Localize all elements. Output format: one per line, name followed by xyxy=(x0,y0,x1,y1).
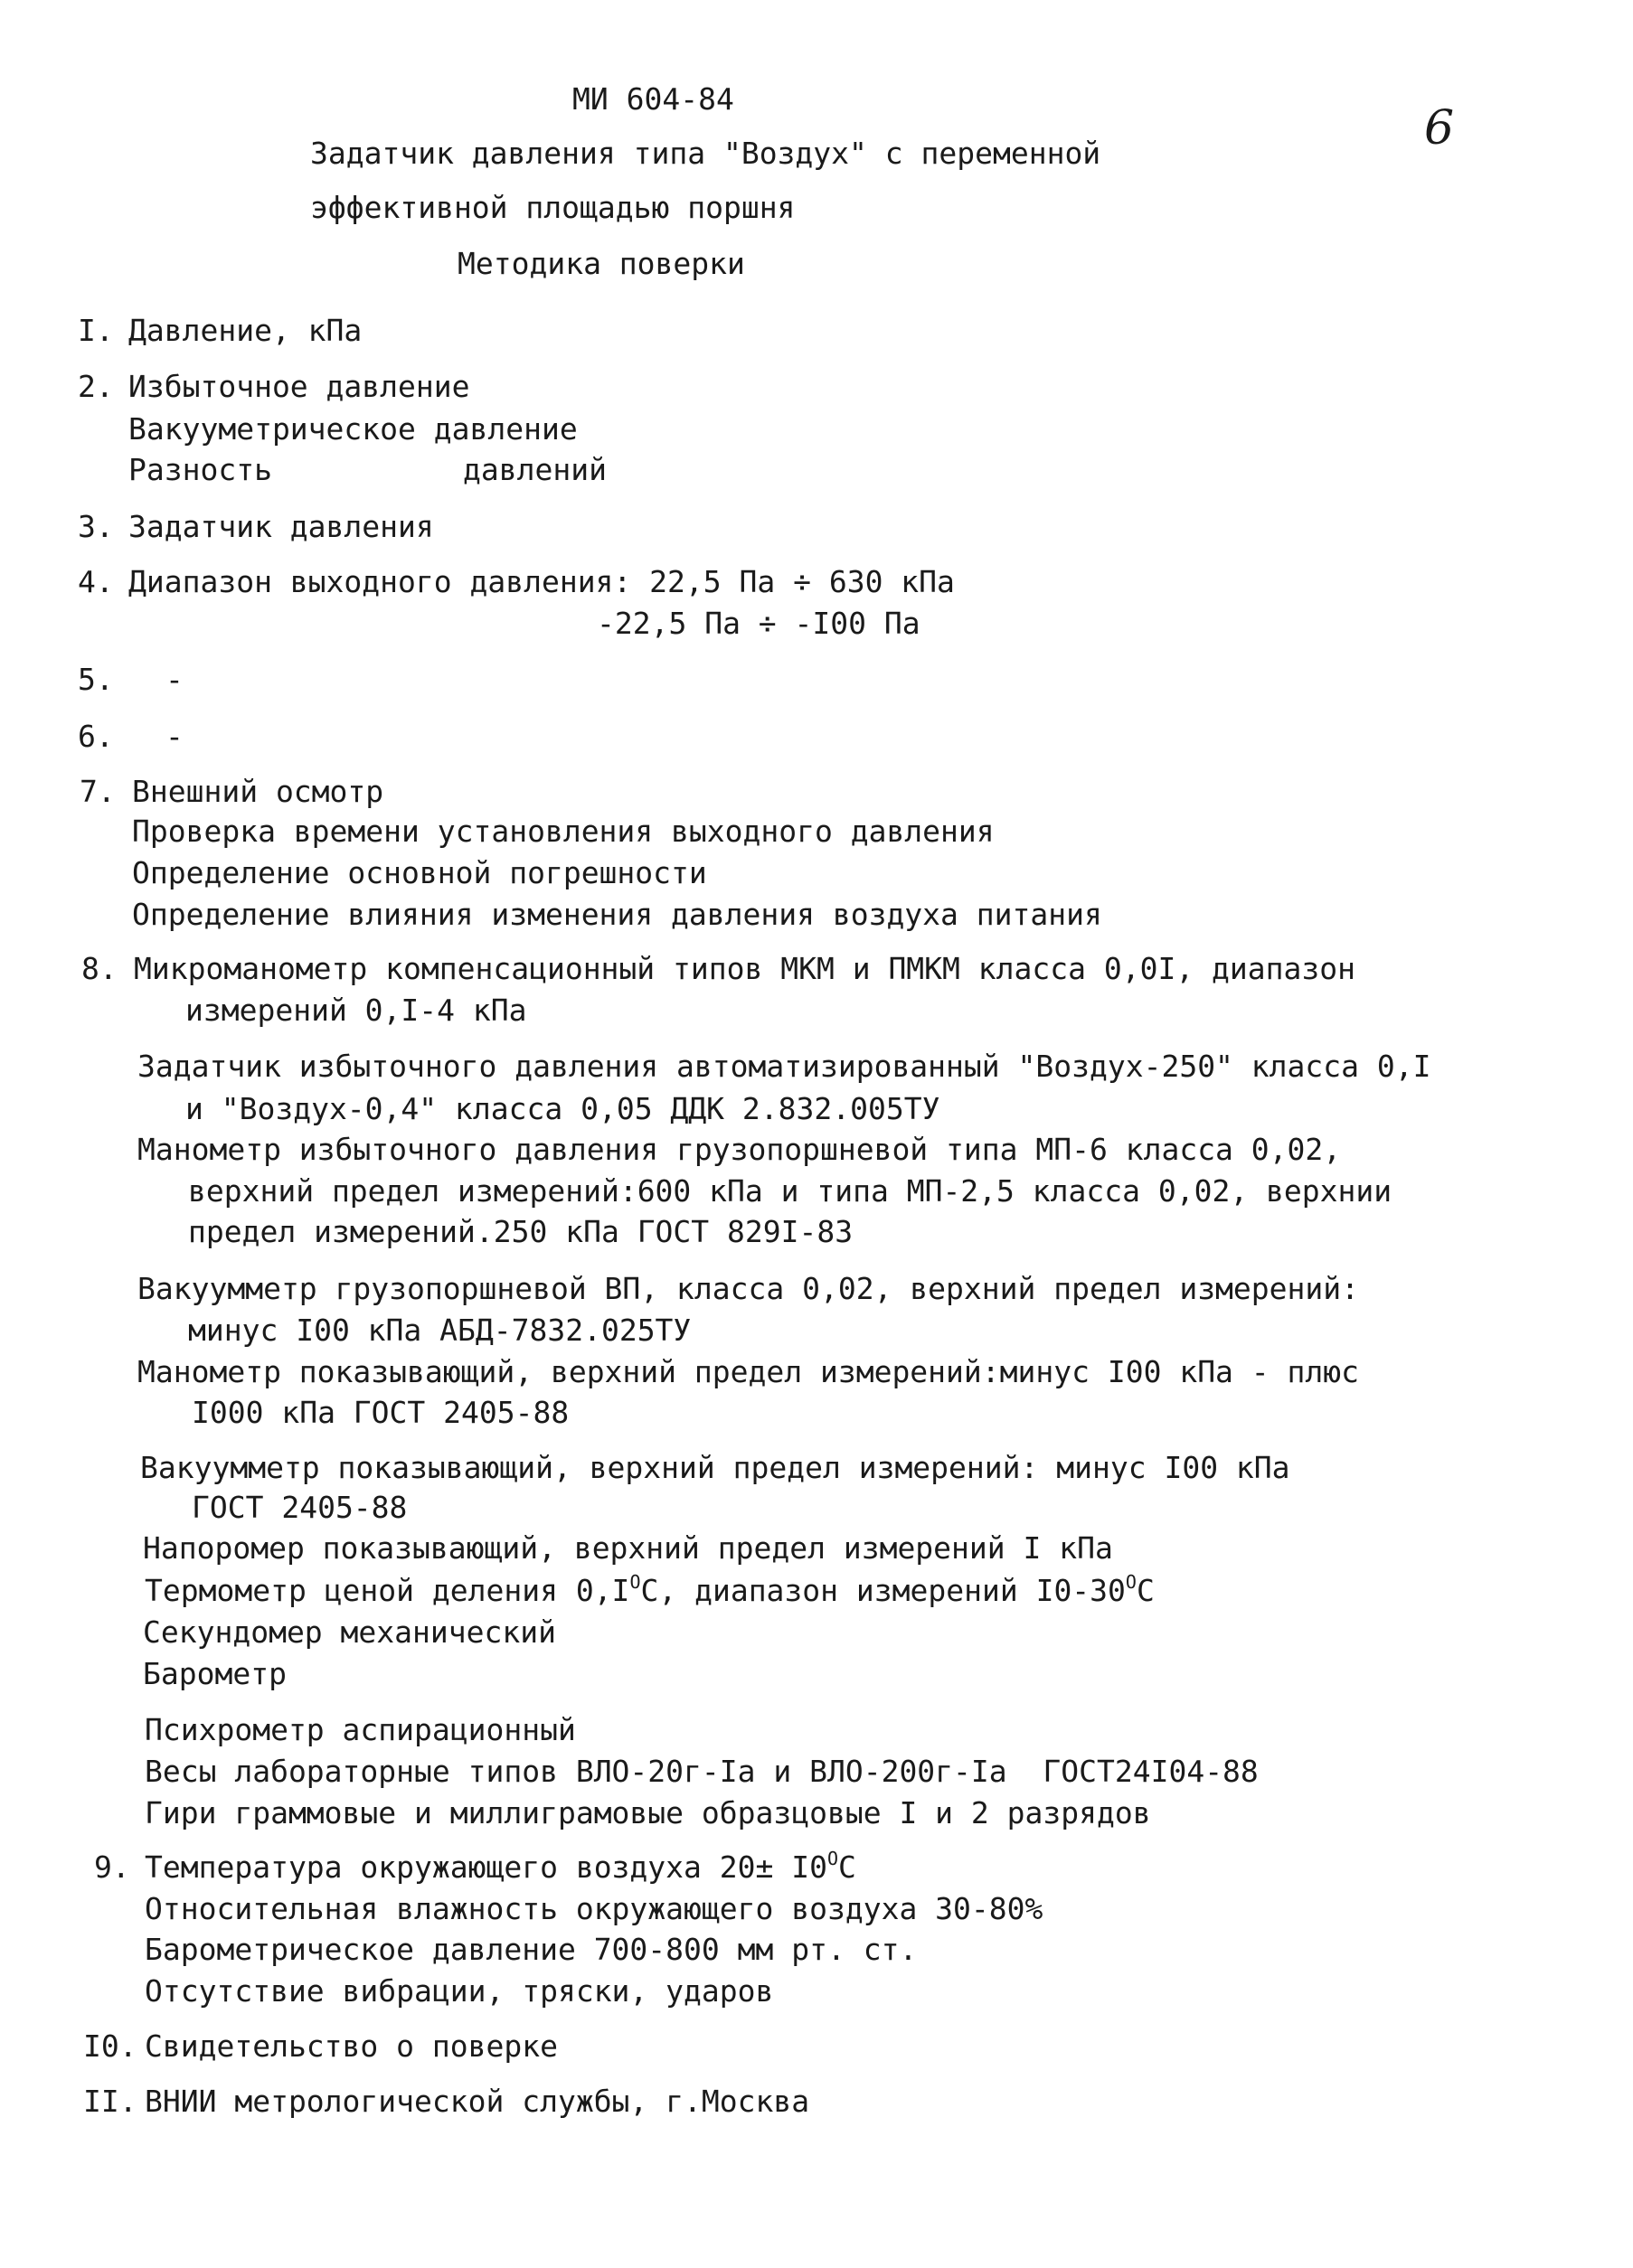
item-8-line-12: Вакуумметр показывающий, верхний предел измерений: минус I00 кПа xyxy=(140,1450,1290,1485)
temperature-text-b: I0 xyxy=(773,1849,827,1885)
item-7-line-2: Проверка времени установления выходного давления xyxy=(132,814,995,849)
item-8-line-8: Вакуумметр грузопоршневой ВП, класса 0,02, верхний предел измерений: xyxy=(137,1271,1360,1306)
item-3-text: Задатчик давления xyxy=(128,509,434,544)
item-4-number: 4. xyxy=(78,564,114,599)
plus-minus-sign: ± xyxy=(755,1849,774,1885)
item-2-line-3b: давлений xyxy=(463,452,607,487)
item-8-line-4: и "Воздух-0,4" класса 0,05 ДДК 2.832.005ТУ xyxy=(185,1091,940,1126)
thermometer-text-a: Термометр ценой деления 0,I xyxy=(145,1573,630,1608)
item-1-text: Давление, кПа xyxy=(128,313,363,348)
document-code: МИ 604-84 xyxy=(572,81,734,117)
temperature-text-a: Температура окружающего воздуха 20 xyxy=(145,1849,756,1885)
title-line-1: Задатчик давления типа "Воздух" с переменной xyxy=(310,136,1101,171)
degree-mark-3: O xyxy=(827,1848,839,1869)
item-8-line-15 xyxy=(145,1573,1155,1609)
item-4-line-2: -22,5 Па ÷ -I00 Па xyxy=(597,606,920,641)
item-10-number: I0. xyxy=(83,2028,137,2064)
title-line-2: эффективной площадью поршня xyxy=(310,190,796,225)
thermometer-text-c: С xyxy=(1136,1573,1155,1608)
item-8-line-5: Манометр избыточного давления грузопоршневой типа МП-6 класса 0,02, xyxy=(137,1132,1342,1167)
item-8-line-16: Секундомер механический xyxy=(143,1614,556,1650)
item-11-text: ВНИИ метрологической службы, г.Москва xyxy=(145,2084,810,2119)
item-2-line-1: Избыточное давление xyxy=(128,369,470,404)
document-subtitle: Методика поверки xyxy=(458,246,745,281)
item-8-line-3: Задатчик избыточного давления автоматизированный "Воздух-250" класса 0,I xyxy=(137,1049,1431,1084)
item-7-line-1: Внешний осмотр xyxy=(132,774,384,809)
item-7-number: 7. xyxy=(80,774,116,809)
item-9-line-3: Барометрическое давление 700-800 мм рт. ст. xyxy=(145,1932,918,1967)
item-9-line-1 xyxy=(145,1849,856,1886)
item-8-line-19: Весы лабораторные типов ВЛО-20г-Iа и ВЛО-200г-Iа ГОСТ24I04-88 xyxy=(145,1754,1259,1789)
item-7-line-4: Определение влияния изменения давления воздуха питания xyxy=(132,897,1102,932)
item-1-number: I. xyxy=(78,313,114,348)
item-6-number: 6. xyxy=(78,719,114,754)
item-8-line-1: Микроманометр компенсационный типов МКМ и ПМКМ класса 0,0I, диапазон xyxy=(134,951,1356,986)
item-5-number: 5. xyxy=(78,662,114,697)
item-6-text: - xyxy=(165,719,184,754)
item-8-line-13: ГОСТ 2405-88 xyxy=(192,1490,408,1525)
item-2-number: 2. xyxy=(78,369,114,404)
item-7-line-3: Определение основной погрешности xyxy=(132,855,707,890)
degree-mark-1: O xyxy=(629,1571,641,1593)
item-8-number: 8. xyxy=(81,951,118,986)
degree-mark-2: O xyxy=(1125,1571,1137,1593)
item-8-line-11: I000 кПа ГОСТ 2405-88 xyxy=(192,1395,570,1430)
item-8-line-10: Манометр показывающий, верхний предел измерений:минус I00 кПа - плюс xyxy=(137,1354,1360,1389)
item-8-line-9: минус I00 кПа АБД-7832.025ТУ xyxy=(188,1313,692,1348)
item-8-line-17: Барометр xyxy=(143,1656,287,1691)
thermometer-text-b: С, диапазон измерений I0-30 xyxy=(640,1573,1126,1608)
item-2-line-3a: Разность xyxy=(128,452,272,487)
temperature-text-c: С xyxy=(838,1849,856,1885)
item-2-line-2: Вакууметрическое давление xyxy=(128,411,578,447)
item-9-line-4: Отсутствие вибрации, тряски, ударов xyxy=(145,1973,774,2009)
page-number: 6 xyxy=(1424,101,1455,155)
item-10-text: Свидетельство о поверке xyxy=(145,2028,558,2064)
item-9-number: 9. xyxy=(94,1849,130,1885)
item-4-line-1: Диапазон выходного давления: 22,5 Па ÷ 630 кПа xyxy=(128,564,955,599)
item-8-line-2: измерений 0,I-4 кПа xyxy=(185,993,527,1028)
item-8-line-18: Психрометр аспирационный xyxy=(145,1712,576,1747)
item-3-number: 3. xyxy=(78,509,114,544)
item-8-line-7: предел измерений.250 кПа ГОСТ 829I-83 xyxy=(188,1214,854,1249)
item-11-number: II. xyxy=(83,2084,137,2119)
item-9-line-2: Относительная влажность окружающего воздуха 30-80% xyxy=(145,1891,1043,1926)
item-8-line-20: Гири граммовые и миллиграмовые образцовые I и 2 разрядов xyxy=(145,1795,1151,1830)
item-5-text: - xyxy=(165,662,184,697)
item-8-line-6: верхний предел измерений:600 кПа и типа МП-2,5 класса 0,02, верхнии xyxy=(188,1173,1392,1209)
item-8-line-14: Напоромер показывающий, верхний предел измерений I кПа xyxy=(143,1530,1113,1566)
